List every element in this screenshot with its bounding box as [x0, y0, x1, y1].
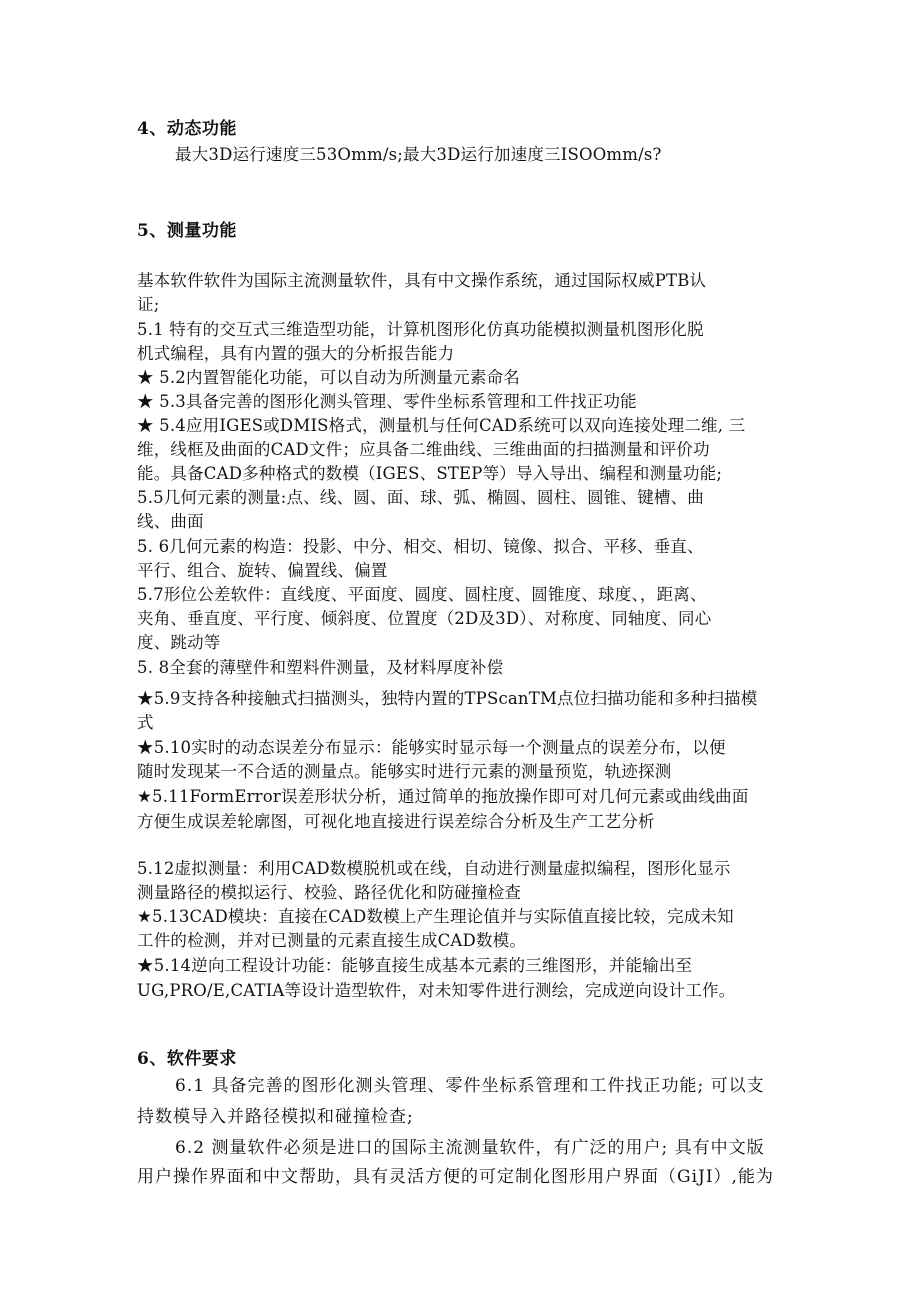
section-5-line: 能。具备CAD多种格式的数模（IGES、STEP等）导入导出、编程和测量功能; [137, 464, 723, 483]
section-6-line: 6.1 具备完善的图形化测头管理、零件坐标系管理和工件找正功能; 可以支 [175, 1076, 765, 1096]
section-5-line: ★5.13CAD模块：直接在CAD数模上产生理论值并与实际值直接比较，完成未知 [137, 907, 734, 926]
section-5-line: 5.12虚拟测量：利用CAD数模脱机或在线，自动进行测量虚拟编程，图形化显示 [137, 859, 731, 878]
section-5-line: 证; [137, 295, 160, 314]
section-5-line: 5.5几何元素的测量:点、线、圆、面、球、弧、椭圆、圆柱、圆锥、键槽、曲 [137, 488, 704, 507]
section-5-line: ★ 5.4应用IGES或DMIS格式，测量机与任何CAD系统可以双向连接处理二维, 三 [137, 416, 746, 435]
section-5-heading: 5、测量功能 [137, 221, 237, 241]
section-5-line: 维，线框及曲面的CAD文件；应具备二维曲线、三维曲面的扫描测量和评价功 [137, 440, 710, 459]
section-5-line: 5. 6几何元素的构造：投影、中分、相交、相切、镜像、拟合、平移、垂直、 [137, 537, 704, 556]
section-5-line: 度、跳动等 [137, 633, 221, 652]
section-6-line: 用户操作界面和中文帮助，具有灵活方便的可定制化图形用户界面（GiJI）,能为 [137, 1167, 774, 1187]
section-5-line: 基本软件软件为国际主流测量软件，具有中文操作系统，通过国际权威PTB认 [137, 271, 707, 290]
section-5-line: ★5.10实时的动态误差分布显示：能够实时显示每一个测量点的误差分布，以便 [137, 738, 726, 757]
section-5-line: ★5.9支持各种接触式扫描测头，独特内置的TPScanTM点位扫描功能和多种扫描模 [137, 689, 758, 708]
section-5-line: 平行、组合、旋转、偏置线、偏置 [137, 561, 388, 580]
section-5-line: 式 [137, 713, 154, 732]
section-5-line: 5.7形位公差软件：直线度、平面度、圆度、圆柱度、圆锥度、球度、，距离、 [137, 585, 707, 604]
section-4-heading: 4、动态功能 [137, 119, 237, 139]
section-5-line: ★5.11FormError误差形状分析，通过简单的拖放操作即可对几何元素或曲线曲面 [137, 787, 749, 806]
section-5-line: UG,PRO/E,CATIA等设计造型软件，对未知零件进行测绘，完成逆向设计工作。 [137, 981, 736, 1000]
section-5-line: 线、曲面 [137, 512, 204, 531]
section-5-line: 机式编程，具有内置的强大的分析报告能力 [137, 344, 455, 363]
section-5-line: 测量路径的模拟运行、校验、路径优化和防碰撞检查 [137, 883, 522, 902]
section-5-line: 夹角、垂直度、平行度、倾斜度、位置度（2D及3D）、对称度、同轴度、同心 [137, 609, 712, 628]
section-5-line: 5.1 特有的交互式三维造型功能，计算机图形化仿真功能模拟测量机图形化脱 [137, 320, 704, 339]
section-6-line: 6.2 测量软件必须是进口的国际主流测量软件，有广泛的用户; 具有中文版 [175, 1138, 765, 1158]
section-6-heading: 6、软件要求 [137, 1049, 237, 1069]
section-4-line-1: 最大3D运行速度三53Omm/s;最大3D运行加速度三ISOOmm/s? [175, 145, 662, 164]
section-5-line: 随时发现某一不合适的测量点。能够实时进行元素的测量预览，轨迹探测 [137, 762, 672, 781]
section-5-line: ★ 5.3具备完善的图形化测头管理、零件坐标系管理和工件找正功能 [137, 392, 637, 411]
section-5-line: 方便生成误差轮廓图，可视化地直接进行误差综合分析及生产工艺分析 [137, 812, 655, 831]
section-6-line: 持数模导入并路径模拟和碰撞检查; [137, 1107, 414, 1127]
section-5-line: ★5.14逆向工程设计功能：能够直接生成基本元素的三维图形，并能输出至 [137, 956, 693, 975]
section-5-line: ★ 5.2内置智能化功能，可以自动为所测量元素命名 [137, 368, 520, 387]
section-5-line: 5. 8全套的薄壁件和塑料件测量，及材料厚度补偿 [137, 658, 504, 677]
section-5-line: 工件的检测，并对已测量的元素直接生成CAD数模。 [137, 931, 527, 950]
